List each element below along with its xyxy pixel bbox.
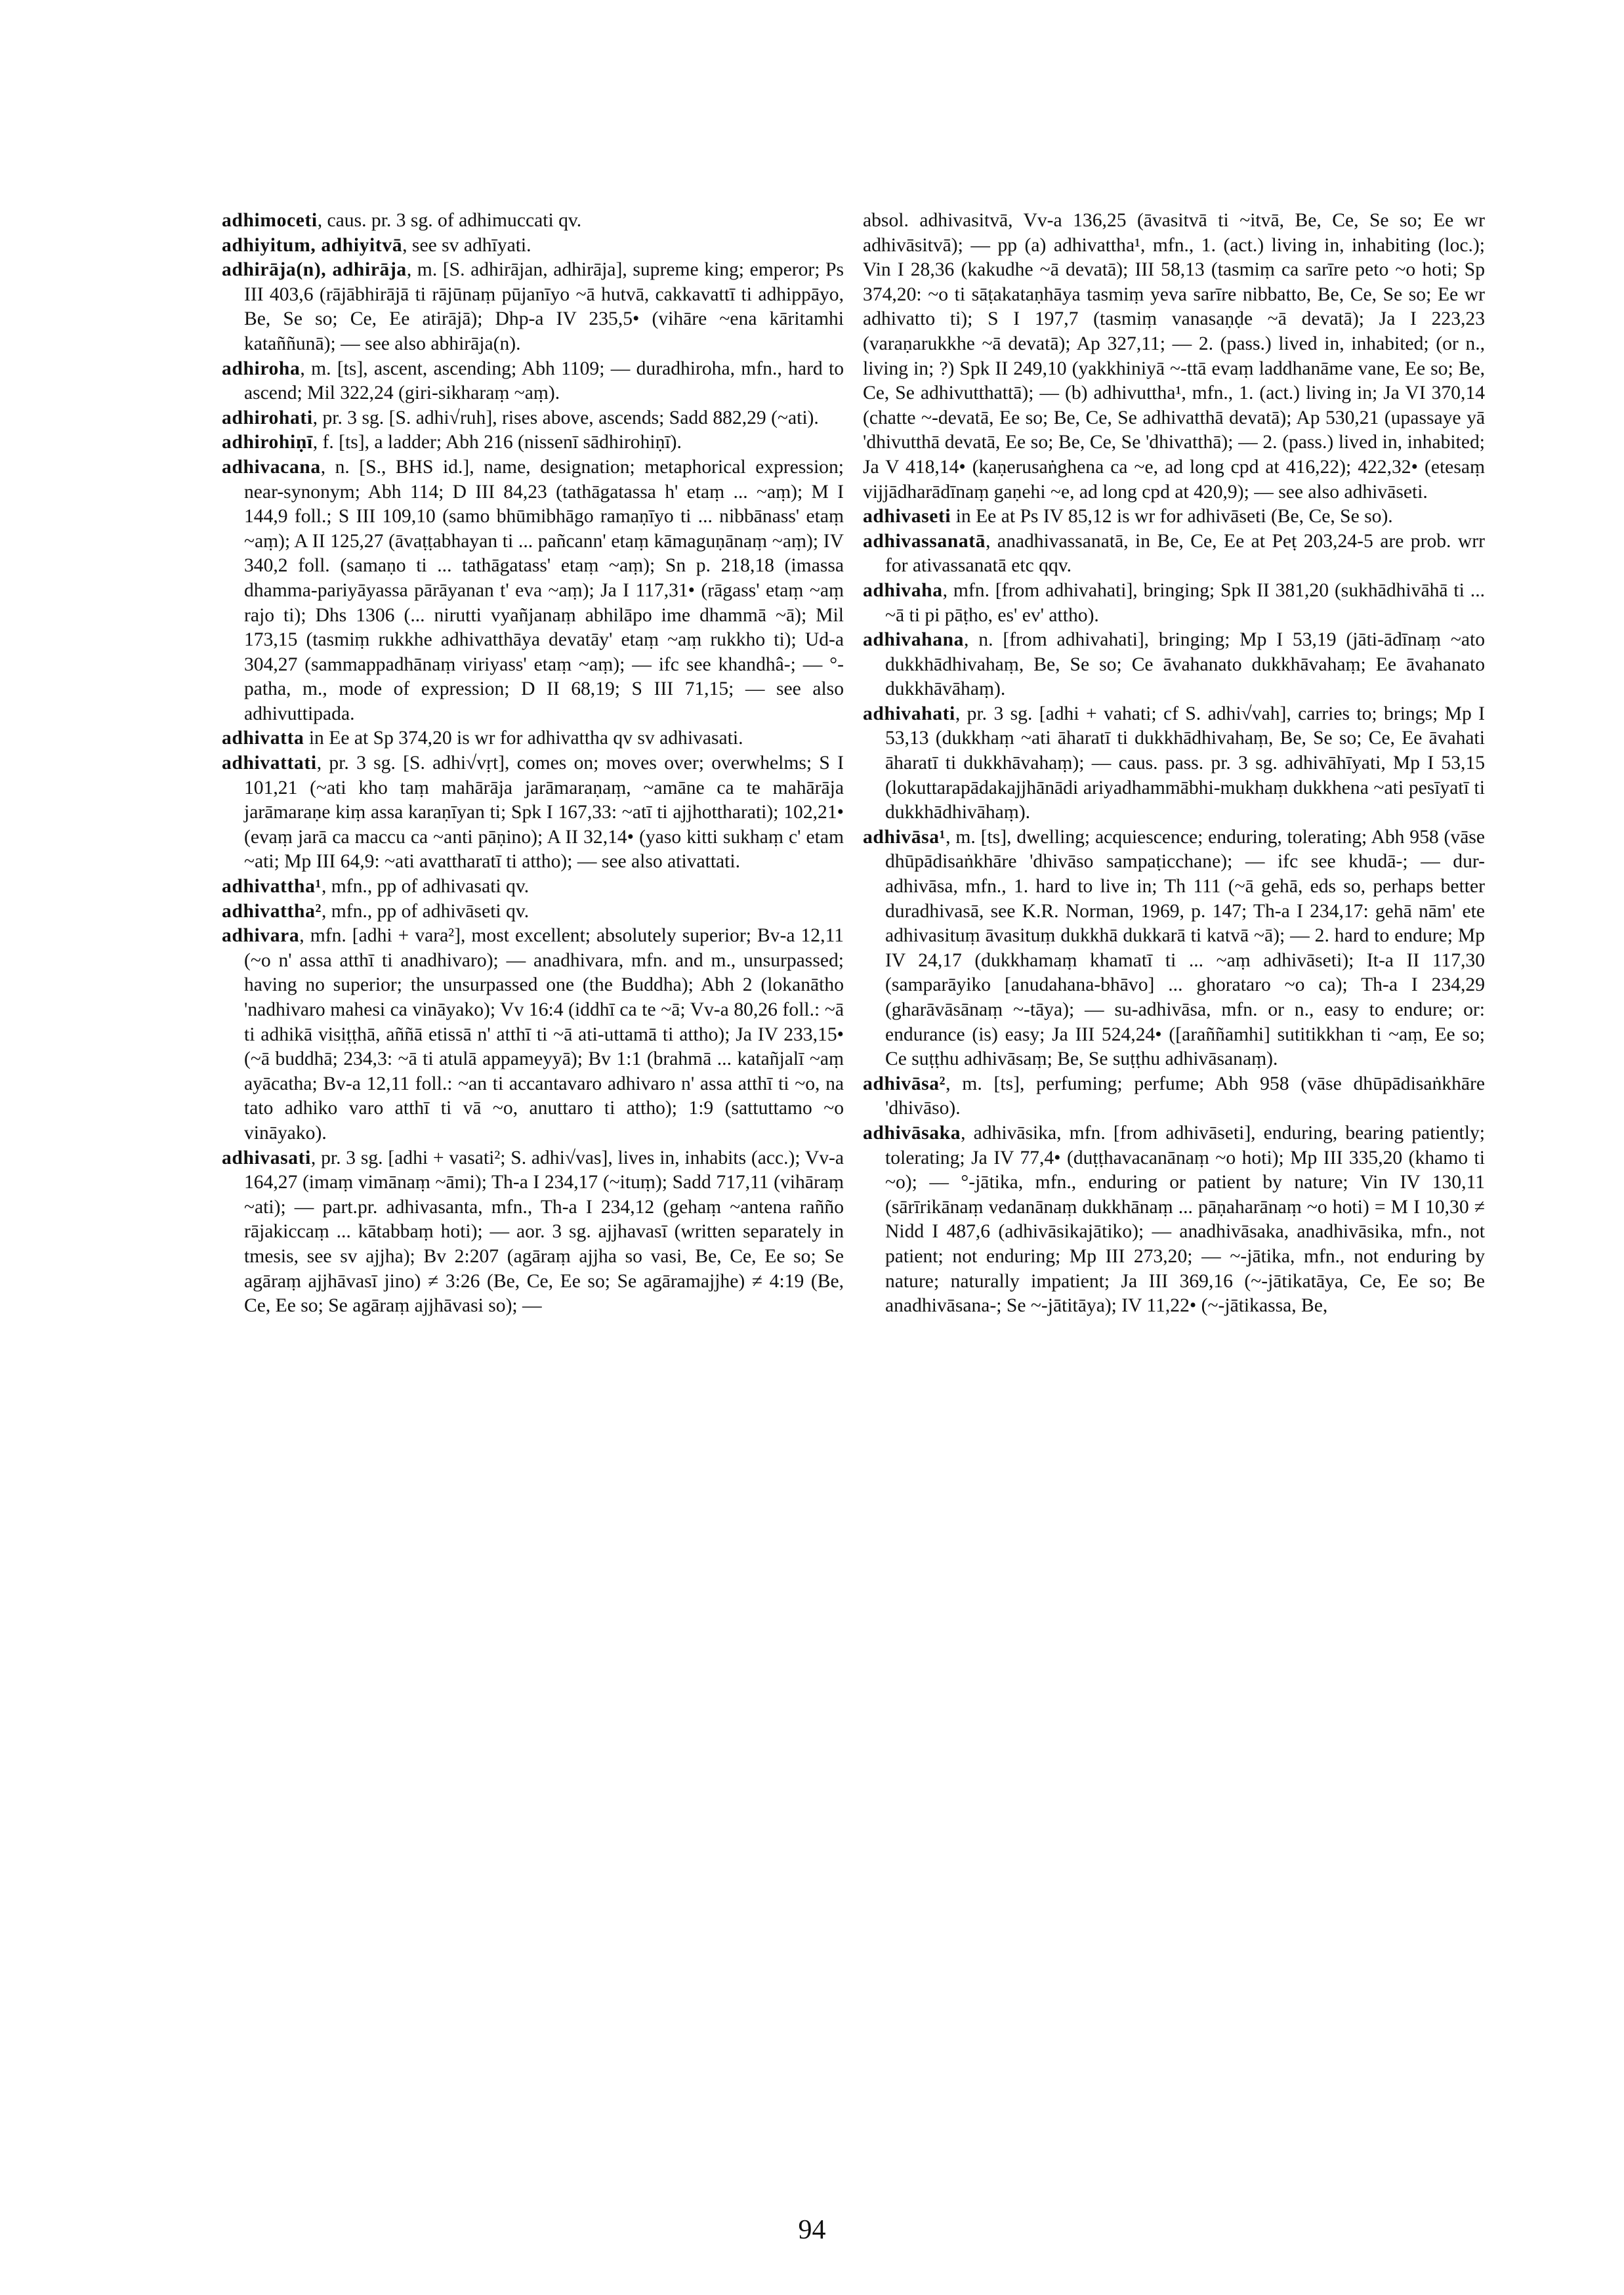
entry-headword: adhimoceti: [222, 210, 318, 231]
entry-text: , mfn. [adhi + vara²], most excellent; absolutely superior; Bv-a 12,11 (~o n' assa atthī ti anadhivaro); — anadhivara, mfn. and m., unsurpassed; having no superior; the unsurpassed one (the Buddha); Abh 2 (lokanātho 'nadhivaro mahesi ca vināyako); Vv 16:4 (iddhī ca te ~ā; Vv-a 80,26 foll.: ~ā ti adhikā visiṭṭhā, aññā etissā n' atthī ti ~ā ati-uttamā ti attho); Ja IV 233,15• (~ā buddhā; 234,3: ~ā ti atulā appameyyā); Bv 1:1 (brahmā ... katañjalī ~aṃ ayācatha; Bv-a 12,11 foll.: ~an ti accantavaro adhivaro n' assa atthī ti ~o, na tato adhiko varo atthī ti vā ~o, anuttaro ti attho); 1:9 (sattuttamo ~o vināyako).: [244, 925, 844, 1144]
entry-headword: adhivassanatā: [863, 530, 986, 552]
dictionary-entry: [863, 579, 1485, 628]
entry-text: , m. [ts], dwelling; acquiescence; enduring, tolerating; Abh 958 (vāse dhūpādisaṅkhāre 'dhivāso sampaṭicchane); — ifc see khudā-; — dur-adhivāsa, mfn., 1. hard to live in; Th 111 (~ā gehā, eds so, perhaps better duradhivasā, see K.R. Norman, 1969, p. 147; Th-a I 234,17: gehā nām' ete adhivasituṃ āvasituṃ dukkhā dukkarā ti katvā ~ā); — 2. hard to endure; Mp IV 24,17 (dukkhamaṃ khamatī ti ... ~aṃ adhivāseti); It-a II 117,30 (samparāyiko [anudahana-bhāvo] ... ghorataro ~o ca); Th-a I 234,29 (gharāvāsānaṃ ~-tāya); — su-adhivāsa, mfn. or n., easy to endure; or: endurance (is) easy; Ja III 524,24• ([araññamhi] sutitikkhan ti ~aṃ, Ee so; Ce suṭṭhu adhivāsaṃ; Be, Se suṭṭhu adhivāsanaṃ).: [885, 826, 1485, 1070]
entry-text: , mfn., pp of adhivāseti qv.: [321, 900, 530, 922]
entry-headword: adhivahati: [863, 703, 955, 724]
dictionary-entry: [863, 825, 1485, 1072]
dictionary-entry: [863, 505, 1485, 529]
entry-text: absol. adhivasitvā, Vv-a 136,25 (āvasitvā ti ~itvā, Be, Ce, Se so; Ee wr adhivāsitvā); — pp (a) adhivattha¹, mfn., 1. (act.) living in, inhabiting (loc.); Vin I 28,36 (kakudhe ~ā devatā); III 58,13 (tasmiṃ ca sarīre peto ~o hoti; Sp 374,20: ~o ti sāṭakataṇhāya tasmiṃ yeva sarīre nibbatto, Be, Ce, Se so; Ee wr adhivatto ti); S I 197,7 (tasmiṃ vanasaṇḍe ~ā devatā); Ja I 223,23 (varaṇarukkhe ~ā devatā); Ap 327,11; — 2. (pass.) lived in, inhabited; (or n., living in; ?) Spk II 249,10 (yakkhiniyā ~-ttā evaṃ laddhanāme vane, Ee so; Be, Ce, Se adhivutthattā); — (b) adhivuttha¹, mfn., 1. (act.) living in; Ja VI 370,14 (chatte ~-devatā, Ee so; Be, Ce, Se adhivatthā devatā); Ap 530,21 (upassaye yā 'dhivutthā devatā, Ee so; Be, Ce, Se 'dhivatthā); — 2. (pass.) lived in, inhabited; Ja V 418,14• (kaṇerusaṅghena ca ~e, ad long cpd at 416,22); 422,32• (etesaṃ vijjādharādīnaṃ gaṇehi ~e, ad long cpd at 420,9); — see also adhivāseti.: [863, 210, 1485, 503]
dictionary-entry: [222, 751, 844, 875]
entry-headword: adhivaseti: [863, 506, 951, 527]
entry-headword: adhivāsa²: [863, 1073, 946, 1094]
entry-text: , f. [ts], a ladder; Abh 216 (nissenī sādhirohiṇī).: [312, 432, 682, 453]
entry-text: , pr. 3 sg. [adhi + vasati²; S. adhi√vas], lives in, inhabits (acc.); Vv-a 164,27 (imaṃ vimānaṃ ~āmi); Th-a I 234,17 (~ituṃ); Sadd 717,11 (vihāraṃ ~ati); — part.pr. adhivasanta, mfn., Th-a I 234,12 (gehaṃ ~antena rañño rājakiccaṃ ... kātabbaṃ hoti); — aor. 3 sg. ajjhavasī (written separately in tmesis, see sv ajjha); Bv 2:207 (agāraṃ ajjha so vasi, Be, Ce, Ee so; Se agāraṃ ajjhāvasī jino) ≠ 3:26 (Be, Ce, Ee so; Se agāramajjhe) ≠ 4:19 (Be, Ce, Ee so; Se agāraṃ ajjhāvasi so); —: [244, 1147, 844, 1317]
entry-headword: adhivāsaka: [863, 1122, 961, 1144]
entry-text: , see sv adhīyati.: [402, 234, 531, 256]
dictionary-entry: [222, 1146, 844, 1319]
dictionary-entry: [222, 875, 844, 899]
entry-headword: adhivattha²: [222, 900, 322, 922]
entry-text: , pr. 3 sg. [adhi + vahati; cf S. adhi√vah], carries to; brings; Mp I 53,13 (dukkhaṃ ~ati āharatī ti dukkhādhivahaṃ, Be, Se so; Ce, Ee āvahati āharatī ti dukkhāvahaṃ); — caus. pass. pr. 3 sg. adhivāhīyati, Mp I 53,15 (lokuttarapādakajjhānādi ariyadhammābhi-mukhaṃ dukkhena ~ati pesīyatī ti dukkhādhivāhaṃ).: [885, 703, 1485, 823]
entry-headword: adhivatta: [222, 728, 304, 749]
entry-text: , mfn., pp of adhivasati qv.: [321, 876, 530, 898]
page-number: 94: [798, 2215, 826, 2245]
dictionary-entry: [222, 258, 844, 356]
entry-text: , adhivāsika, mfn. [from adhivāseti], enduring, bearing patiently; tolerating; Ja IV 77,4• (duṭṭhavacanānaṃ ~o hoti); Mp III 335,20 (khamo ti ~o); — °-jātika, mfn., enduring or patient by nature; Vin IV 130,11 (sārīrikānaṃ vedanānaṃ dukkhānaṃ ... pāṇaharānaṃ ~o hoti) = M I 10,30 ≠ Nidd I 487,6 (adhivāsikajātiko); — anadhivāsaka, anadhivāsika, mfn., not patient; not enduring; Mp III 273,20; — ~-jātika, mfn., not enduring by nature; naturally impatient; Ja III 369,16 (~-jātikatāya, Ce, Ee so; Be anadhivāsana-; Se ~-jātitāya); IV 11,22• (~-jātikassa, Be,: [885, 1122, 1485, 1317]
entry-text: , mfn. [from adhivahati], bringing; Spk II 381,20 (sukhādhivāhā ti ... ~ā ti pi pāṭho, es' ev' attho).: [885, 579, 1485, 626]
entry-headword: adhiroha: [222, 358, 301, 379]
dictionary-entry: [222, 726, 844, 751]
entry-text: in Ee at Ps IV 85,12 is wr for adhivāseti (Be, Ce, Se so).: [951, 506, 1393, 527]
entry-headword: adhirohati: [222, 407, 313, 428]
entry-headword: adhivahana: [863, 629, 965, 651]
left-column: [222, 209, 844, 1319]
dictionary-entry: [863, 1121, 1485, 1319]
entry-headword: adhiyitum, adhiyitvā: [222, 234, 403, 256]
dictionary-entry: [222, 430, 844, 455]
entry-text: , n. [from adhivahati], bringing; Mp I 53,19 (jāti-ādīnaṃ ~ato dukkhādhivahaṃ, Be, Se so; Ce āvahanato dukkhāvahaṃ; Ee āvahanato dukkhāvāhaṃ).: [885, 629, 1485, 700]
entry-text: , pr. 3 sg. [S. adhi√ruh], rises above, ascends; Sadd 882,29 (~ati).: [312, 407, 819, 428]
entry-text: , m. [S. adhirājan, adhirāja], supreme king; emperor; Ps III 403,6 (rājābhirājā ti rājūnaṃ pūjanīyo ~ā hutvā, cakkavattī ti adhippāyo, Be, Se so; Ce, Ee atirājā); Dhp-a IV 235,5• (vihāre ~ena kāritamhi kataññunā); — see also abhirāja(n).: [244, 259, 844, 354]
entry-text: , caus. pr. 3 sg. of adhimuccati qv.: [317, 210, 582, 231]
dictionary-entry: [222, 924, 844, 1146]
dictionary-entry: [222, 899, 844, 924]
entry-headword: adhivāsa¹: [863, 826, 946, 848]
dictionary-entry: [222, 209, 844, 234]
dictionary-entry: [863, 1072, 1485, 1121]
dictionary-entry: [222, 455, 844, 727]
dictionary-entry: [222, 406, 844, 431]
entry-text: , pr. 3 sg. [S. adhi√vṛt], comes on; moves over; overwhelms; S I 101,21 (~ati kho taṃ mahārāja jarāmaraṇaṃ, ~amāne ca te mahārāja jarāmaraṇe kiṃ assa karaṇīyan ti; Spk I 167,33: ~atī ti ajjhottharati); 102,21• (evaṃ jarā ca maccu ca ~anti pāṇino); A II 32,14• (yaso kitti sukhaṃ c' etam ~ati; Mp III 64,9: ~ati avattharatī ti attho); — see also ativattati.: [244, 753, 844, 873]
entry-headword: adhivattha¹: [222, 876, 322, 898]
right-column: [863, 209, 1485, 1319]
entry-headword: adhivattati: [222, 753, 317, 774]
dictionary-entry: [863, 628, 1485, 702]
dictionary-entry: [863, 702, 1485, 825]
dictionary-entry: [222, 234, 844, 258]
entry-text: , m. [ts], perfuming; perfume; Abh 958 (vāse dhūpādisaṅkhāre 'dhivāso).: [885, 1073, 1485, 1119]
dictionary-entry: [863, 209, 1485, 505]
dictionary-entry: [863, 529, 1485, 579]
entry-headword: adhirohiṇī: [222, 432, 313, 453]
entry-text: in Ee at Sp 374,20 is wr for adhivattha qv sv adhivasati.: [304, 728, 743, 749]
entry-text: , anadhivassanatā, in Be, Ce, Ee at Peṭ 203,24-5 are prob. wrr for ativassanatā etc qqv.: [885, 530, 1485, 577]
dictionary-entry: [222, 357, 844, 406]
entry-text: , n. [S., BHS id.], name, designation; metaphorical expression; near-synonym; Abh 114; D III 84,23 (tathāgatassa h' etaṃ ... ~aṃ); M I 144,9 foll.; S III 109,10 (samo bhūmibhāgo ramaṇīyo ti ... nibbānass' etaṃ ~aṃ); A II 125,27 (āvaṭṭabhayan ti ... pañcann' etaṃ kāmaguṇānaṃ ~aṃ); IV 340,2 foll. (samaṇo ti ... tathāgatass' etaṃ ~aṃ); Sn p. 218,18 (imassa dhamma-pariyāyassa pārāyanan t' eva ~aṃ); Ja I 117,31• (rāgass' etaṃ ~aṃ rajo ti); Dhs 1306 (... nirutti vyañjanaṃ abhilāpo ime dhammā ~ā); Mil 173,15 (tasmiṃ rukkhe adhivatthāya devatāy' etaṃ ~aṃ rukkho ti); Ud-a 304,27 (sammappadhānaṃ viriyass' etaṃ ~aṃ); — ifc see khandhâ-; — °-patha, m., mode of expression; D II 68,19; S III 71,15; — see also adhivuttipada.: [244, 456, 844, 724]
entry-headword: adhivacana: [222, 456, 321, 478]
entry-headword: adhivara: [222, 925, 300, 947]
entry-headword: adhivasati: [222, 1147, 311, 1168]
entry-text: , m. [ts], ascent, ascending; Abh 1109; — duradhiroha, mfn., hard to ascend; Mil 322,24 (giri-sikharaṃ ~aṃ).: [244, 358, 844, 404]
entry-headword: adhivaha: [863, 579, 943, 601]
entry-headword: adhirāja(n), adhirāja: [222, 259, 407, 281]
